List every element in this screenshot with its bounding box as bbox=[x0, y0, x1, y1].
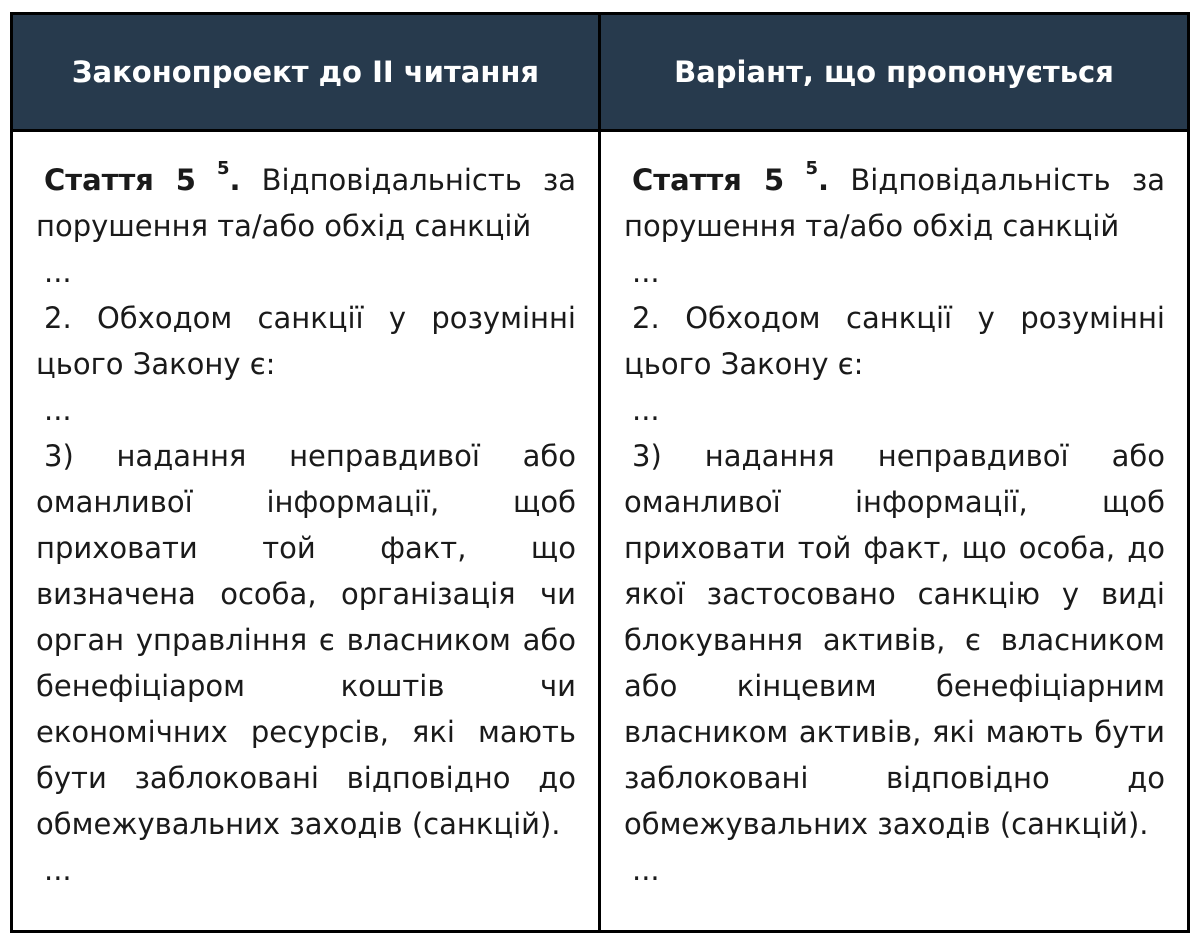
article-superscript: 5 bbox=[216, 158, 230, 179]
subpoint-3: 3) надання неправдивої або оманливої інформації, щоб приховати той факт, що особа, до якої застосовано санкцію у виді блокування активів, є власником або кінцевим бенефіціарним власником активів, які мають бути заблоковані відповідно до обмежувальних заходів (санкцій). bbox=[624, 439, 1165, 841]
ellipsis: ... bbox=[632, 393, 660, 427]
ellipsis: ... bbox=[632, 853, 660, 887]
comparison-table bbox=[10, 12, 1190, 933]
cell-bill-text bbox=[13, 132, 601, 930]
article-heading: Стаття 5 $^5$. Відповідальність за порушення та/або обхід санкцій bbox=[36, 158, 577, 243]
article-title: Відповідальність за порушення та/або обхід санкцій bbox=[624, 163, 1166, 243]
ellipsis: ... bbox=[632, 255, 660, 289]
article-superscript: 5 bbox=[805, 158, 819, 179]
ellipsis: ... bbox=[44, 255, 72, 289]
article-heading: Стаття 5 $^5$. Відповідальність за порушення та/або обхід санкцій bbox=[624, 158, 1166, 243]
cell-proposed-text bbox=[601, 132, 1187, 930]
header-bill-second-reading: Законопроект до II читання bbox=[13, 15, 601, 132]
ellipsis: ... bbox=[44, 853, 72, 887]
header-proposed-variant: Варіант, що пропонується bbox=[601, 15, 1187, 132]
point-2: 2. Обходом санкції у розумінні цього Закону є: bbox=[624, 301, 1165, 381]
article-label: Стаття 5 bbox=[44, 163, 196, 197]
ellipsis: ... bbox=[44, 393, 72, 427]
point-2: 2. Обходом санкції у розумінні цього Закону є: bbox=[36, 301, 576, 381]
article-title: Відповідальність за порушення та/або обхід санкцій bbox=[36, 163, 577, 243]
subpoint-3: 3) надання неправдивої або оманливої інформації, щоб приховати той факт, що визначена особа, організація чи орган управління є власником або бенефіціаром коштів чи економічних ресурсів, які мають бути заблоковані відповідно до обмежувальних заходів (санкцій). bbox=[36, 439, 576, 841]
article-label: Стаття 5 bbox=[632, 163, 785, 197]
